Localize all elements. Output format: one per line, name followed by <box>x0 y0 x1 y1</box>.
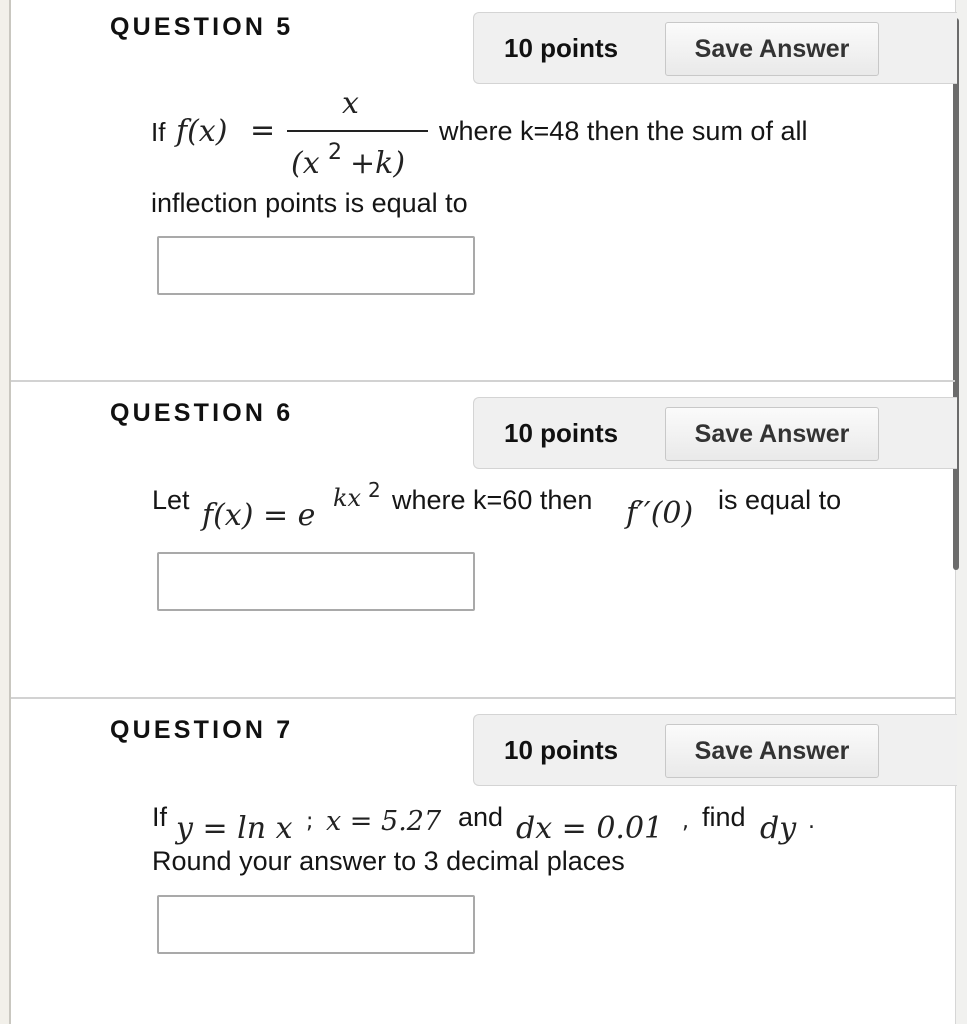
target-dy: dy <box>760 811 797 846</box>
question-title: QUESTION 5 <box>110 13 294 41</box>
prompt-text-line-2: inflection points is equal to <box>151 188 468 218</box>
separator: ; <box>306 809 314 834</box>
fraction-bar <box>287 130 428 132</box>
prompt-text-tail: is equal to <box>718 485 842 515</box>
exponent: kx <box>333 484 362 512</box>
exponent-power: 2 <box>368 478 381 502</box>
page-left-margin <box>0 0 9 1024</box>
second-derivative: f′′(0) <box>626 496 694 531</box>
prompt-lead: If <box>152 802 168 832</box>
save-answer-button[interactable]: Save Answer <box>665 22 879 76</box>
points-label: 10 points <box>504 33 619 63</box>
equation-y: y = ln x <box>176 811 293 846</box>
points-panel <box>473 12 957 84</box>
points-panel <box>473 714 957 786</box>
function-definition: f(x) = e <box>202 498 316 533</box>
function-name: f(x) <box>176 114 228 149</box>
prompt-lead: If <box>151 117 166 147</box>
equation-dx: dx = 0.01 <box>516 811 664 846</box>
prompt-and: and <box>458 802 504 832</box>
separator: , <box>682 809 689 834</box>
points-label: 10 points <box>504 735 619 765</box>
scrollbar-thumb[interactable] <box>953 18 959 570</box>
save-answer-button[interactable]: Save Answer <box>665 724 879 778</box>
prompt-text: where k=60 then <box>392 485 593 515</box>
equals-sign: = <box>250 113 276 148</box>
fraction-numerator: x <box>342 86 359 121</box>
answer-input[interactable] <box>157 552 475 611</box>
question-title: QUESTION 6 <box>110 399 294 427</box>
points-label: 10 points <box>504 418 619 448</box>
page-left-border <box>9 0 11 1024</box>
question-divider <box>11 380 955 382</box>
question-divider <box>11 697 955 699</box>
prompt-find: find <box>702 802 746 832</box>
prompt-text: where k=48 then the sum of all <box>439 116 808 146</box>
points-panel <box>473 397 957 469</box>
answer-input[interactable] <box>157 236 475 295</box>
answer-input[interactable] <box>157 895 475 954</box>
prompt-lead: Let <box>152 485 190 515</box>
equation-x: x = 5.27 <box>326 806 442 837</box>
question-title: QUESTION 7 <box>110 716 294 744</box>
period: . <box>808 809 815 834</box>
save-answer-button[interactable]: Save Answer <box>665 407 879 461</box>
prompt-text-line-2: Round your answer to 3 decimal places <box>152 846 625 876</box>
